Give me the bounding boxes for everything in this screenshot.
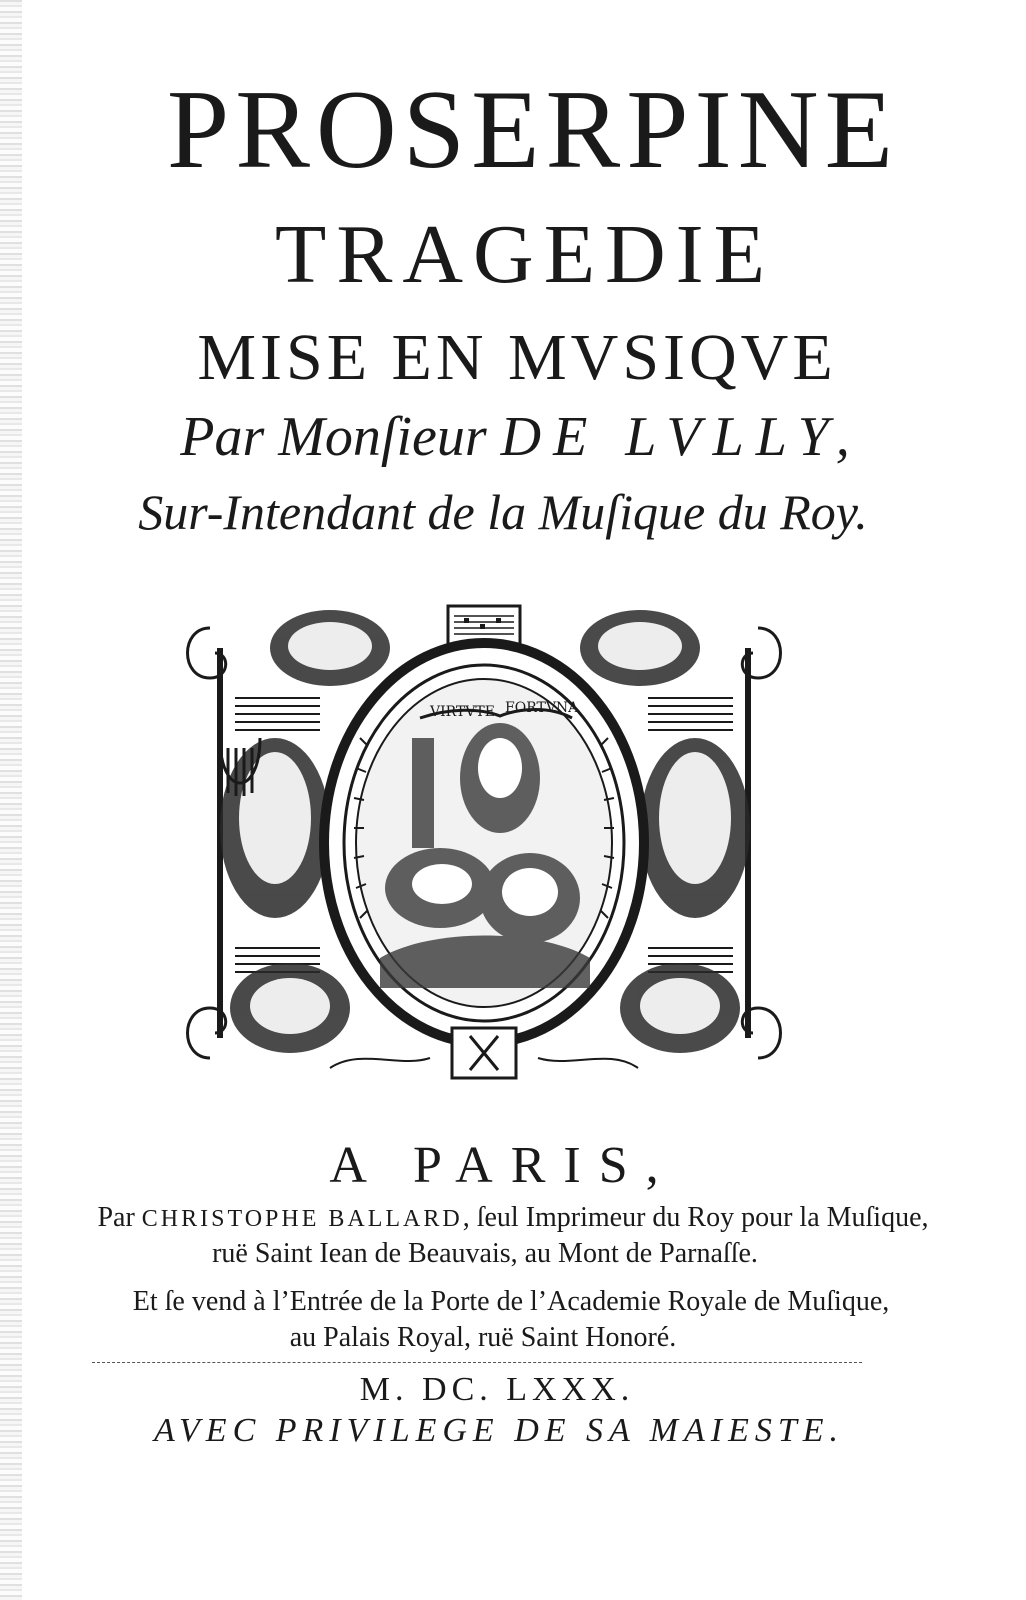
author-line — [8, 404, 1026, 470]
ribbon-right-text: FORTVNA — [505, 700, 579, 716]
imprint-address: ruë Saint Iean de Beauvais, au Mont de Parnaſſe. — [212, 1238, 758, 1269]
imprint-printer-line — [0, 1200, 1026, 1237]
author-role: Sur-Intendant de la Muſique du Roy. — [138, 484, 868, 540]
printers-device-ornament — [180, 588, 788, 1088]
divider-rule — [92, 1362, 862, 1363]
genre-line: TRAGEDIE — [275, 208, 775, 301]
printer-suffix: , ſeul Imprimeur du Roy pour la Muſique, — [462, 1202, 929, 1233]
imprint-sale-line-1: Et ſe vend à l’Entrée de la Porte de l’Academie Royale de Muſique, — [132, 1286, 890, 1317]
imprint-sale-line-2: au Palais Royal, ruë Saint Honoré. — [289, 1322, 677, 1353]
book-title: PROSERPINE — [166, 68, 900, 192]
author-name: DE LVLLY, — [500, 406, 862, 468]
imprint-year: M. DC. LXXX. — [359, 1371, 635, 1408]
printer-prefix: Par — [97, 1202, 135, 1233]
subtitle-line: MISE EN MVSIQVE — [197, 321, 837, 394]
printers-ornament-woodcut-icon — [180, 588, 788, 1088]
author-prefix: Par Monſieur — [180, 406, 487, 468]
printer-name: CHRISTOPHE BALLARD — [141, 1206, 463, 1232]
privilege-line: AVEC PRIVILEGE DE SA MAIESTE. — [153, 1412, 845, 1449]
imprint-city: A PARIS, — [329, 1137, 677, 1194]
ribbon-left-text: VIRTVTE — [430, 704, 495, 720]
